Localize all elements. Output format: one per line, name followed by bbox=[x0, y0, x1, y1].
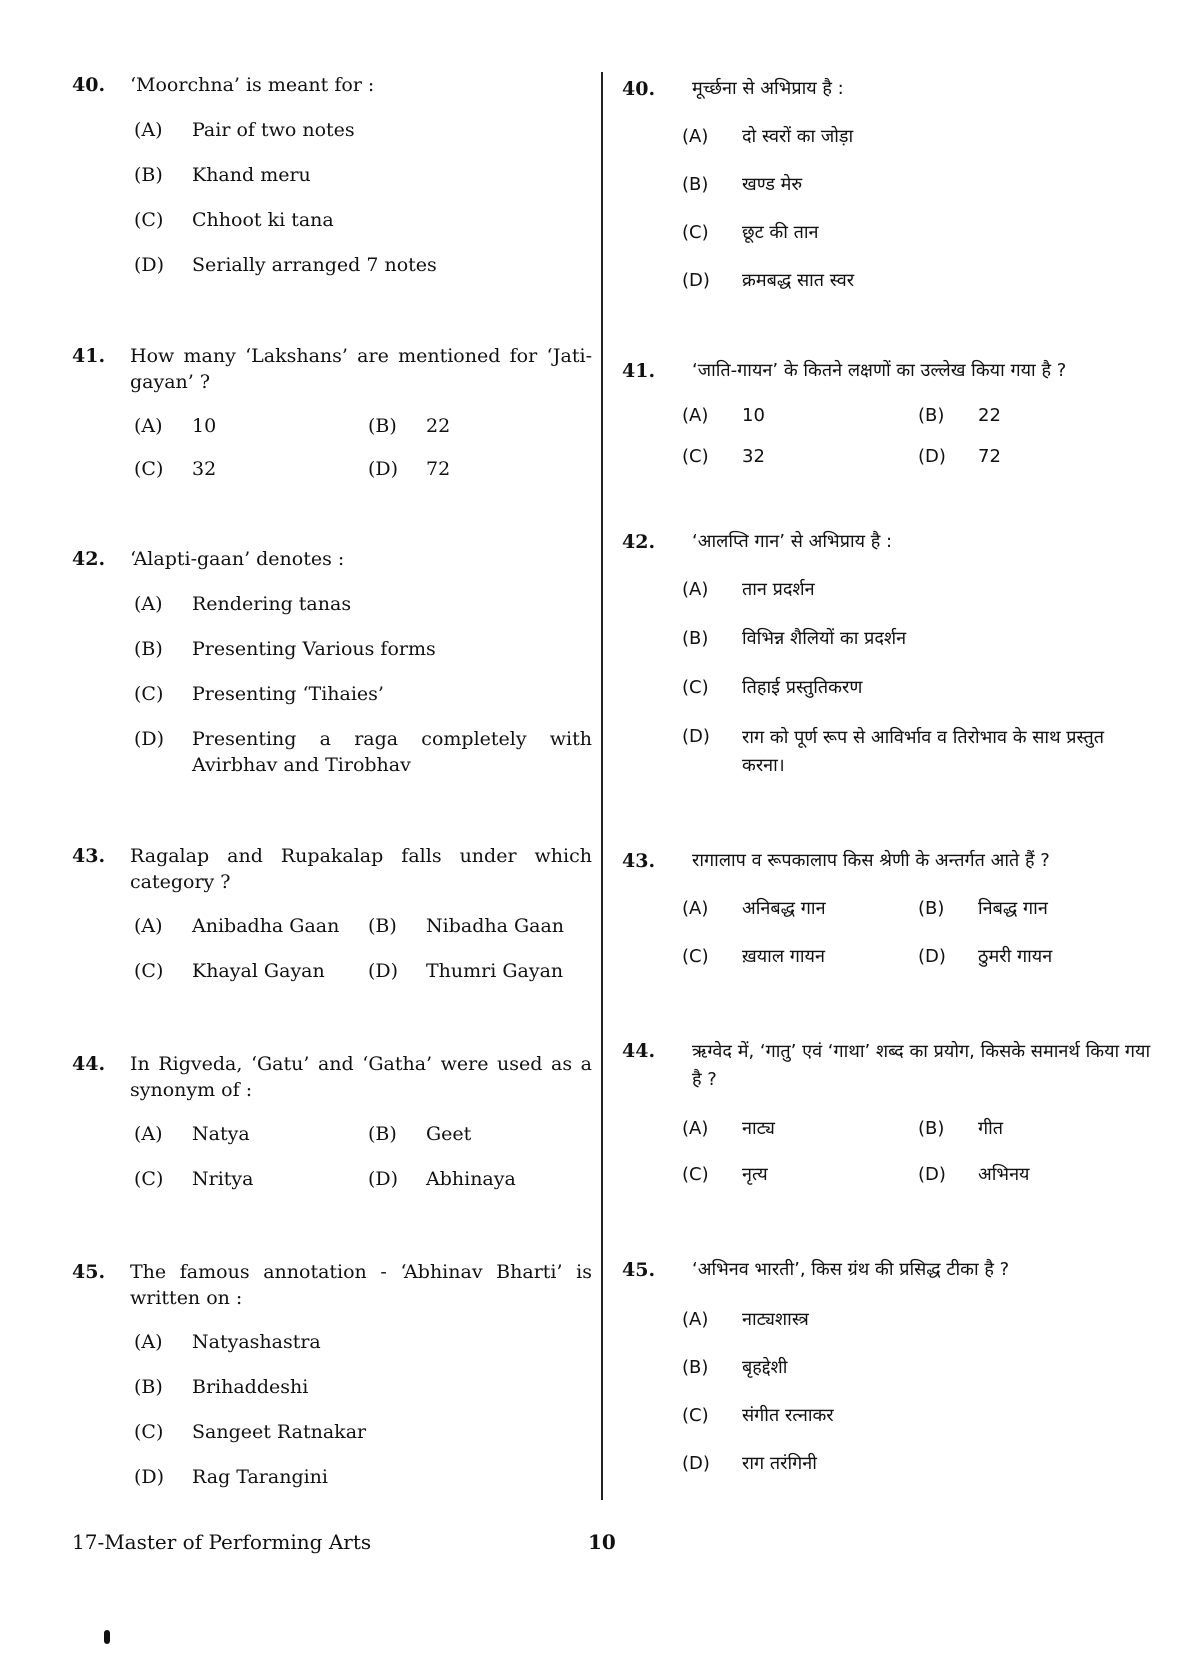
question-number: 42. bbox=[72, 548, 106, 570]
question-stem: Ragalap and Rupakalap falls under which category ? bbox=[130, 845, 592, 893]
question-stem: ‘Moorchna’ is meant for : bbox=[130, 74, 375, 96]
option-label: (A) bbox=[682, 405, 709, 426]
option-label: (C) bbox=[134, 683, 164, 705]
question-number: 41. bbox=[622, 360, 656, 382]
option-label: (C) bbox=[134, 960, 164, 982]
option-text: 72 bbox=[978, 446, 1001, 467]
option-text: राग तरंगिनी bbox=[742, 1453, 817, 1474]
option-label: (A) bbox=[682, 1118, 709, 1139]
option-text: निबद्ध गान bbox=[978, 898, 1048, 919]
option-label: (A) bbox=[134, 1331, 163, 1353]
option-text: Presenting a raga completely with Avirbhav and Tirobhav bbox=[192, 728, 592, 776]
question-number: 44. bbox=[72, 1053, 106, 1075]
option-text: Khayal Gayan bbox=[192, 960, 325, 982]
question-hi-44 bbox=[622, 1038, 1167, 1188]
column-divider bbox=[601, 72, 603, 1500]
question-hi-42 bbox=[622, 529, 1167, 789]
question-en-44 bbox=[72, 1051, 592, 1191]
question-stem: रागालाप व रूपकालाप किस श्रेणी के अन्तर्गत आते हैं ? bbox=[692, 850, 1050, 871]
option-label: (C) bbox=[682, 1164, 709, 1185]
option-label: (D) bbox=[918, 446, 946, 467]
option-label: (C) bbox=[134, 209, 164, 231]
option-label: (C) bbox=[134, 1168, 164, 1190]
option-label: (B) bbox=[368, 915, 397, 937]
question-number: 43. bbox=[622, 850, 656, 872]
option-label: (D) bbox=[682, 726, 710, 747]
option-text: नृत्य bbox=[742, 1164, 768, 1185]
option-label: (A) bbox=[134, 119, 163, 141]
option-label: (A) bbox=[682, 898, 709, 919]
option-text: 22 bbox=[978, 405, 1001, 426]
option-label: (D) bbox=[368, 458, 399, 480]
question-hi-45 bbox=[622, 1257, 1167, 1477]
question-stem: ‘Alapti-gaan’ denotes : bbox=[130, 548, 345, 570]
option-text: तिहाई प्रस्तुतिकरण bbox=[742, 677, 863, 698]
option-label: (B) bbox=[682, 1357, 709, 1378]
option-label: (B) bbox=[682, 174, 709, 195]
question-stem: ‘अभिनव भारती’, किस ग्रंथ की प्रसिद्ध टीका है ? bbox=[692, 1259, 1010, 1280]
option-text: Anibadha Gaan bbox=[192, 915, 340, 937]
option-text: Brihaddeshi bbox=[192, 1376, 309, 1398]
option-label: (C) bbox=[682, 446, 709, 467]
option-label: (D) bbox=[134, 1466, 165, 1488]
option-text: Natyashastra bbox=[192, 1331, 321, 1353]
option-label: (C) bbox=[682, 677, 709, 698]
option-label: (D) bbox=[918, 1164, 946, 1185]
option-text: तान प्रदर्शन bbox=[742, 579, 815, 600]
option-label: (D) bbox=[368, 960, 399, 982]
option-text: Nibadha Gaan bbox=[426, 915, 565, 937]
option-label: (B) bbox=[368, 1123, 397, 1145]
option-text: ठुमरी गायन bbox=[978, 946, 1053, 967]
option-text: गीत bbox=[978, 1118, 1004, 1139]
option-text: Serially arranged 7 notes bbox=[192, 254, 437, 276]
option-label: (A) bbox=[134, 915, 163, 937]
option-label: (D) bbox=[682, 270, 710, 291]
option-text: Presenting ‘Tihaies’ bbox=[192, 683, 384, 705]
option-text: Natya bbox=[192, 1123, 250, 1145]
option-text: क्रमबद्ध सात स्वर bbox=[742, 270, 855, 291]
option-text: राग को पूर्ण रूप से आविर्भाव व तिरोभाव के साथ प्रस्तुत करना। bbox=[742, 727, 1105, 776]
option-label: (C) bbox=[134, 458, 164, 480]
option-text: अभिनय bbox=[978, 1164, 1030, 1185]
option-text: अनिबद्ध गान bbox=[742, 898, 826, 919]
option-text: Khand meru bbox=[192, 164, 311, 186]
option-text: 10 bbox=[192, 415, 217, 437]
option-text: ख़याल गायन bbox=[742, 946, 825, 967]
question-number: 40. bbox=[622, 78, 656, 100]
option-text: नाट्य bbox=[742, 1118, 775, 1139]
option-label: (A) bbox=[134, 1123, 163, 1145]
ink-mark bbox=[104, 1630, 110, 1644]
question-hi-41 bbox=[622, 358, 1167, 468]
option-text: विभिन्न शैलियों का प्रदर्शन bbox=[742, 628, 907, 649]
option-label: (C) bbox=[682, 222, 709, 243]
question-stem: मूर्च्छना से अभिप्राय है : bbox=[692, 78, 844, 99]
question-en-40 bbox=[72, 72, 592, 282]
question-stem: ‘आलप्ति गान’ से अभिप्राय है : bbox=[692, 531, 893, 552]
option-text: 32 bbox=[742, 446, 765, 467]
option-text: Thumri Gayan bbox=[426, 960, 564, 982]
option-label: (B) bbox=[918, 1118, 945, 1139]
question-stem: ऋग्वेद में, ‘गातु’ एवं ‘गाथा’ शब्द का प्रयोग, किसके समानर्थ किया गया है ? bbox=[692, 1041, 1151, 1090]
option-label: (B) bbox=[134, 638, 163, 660]
question-number: 42. bbox=[622, 531, 656, 553]
option-text: 32 bbox=[192, 458, 217, 480]
question-en-45 bbox=[72, 1259, 592, 1489]
option-label: (D) bbox=[134, 728, 165, 750]
question-hi-43 bbox=[622, 848, 1167, 968]
footer-title: 17-Master of Performing Arts bbox=[72, 1530, 372, 1554]
question-number: 45. bbox=[622, 1259, 656, 1281]
option-label: (B) bbox=[134, 164, 163, 186]
question-en-41 bbox=[72, 343, 592, 483]
option-text: Geet bbox=[426, 1123, 472, 1145]
option-label: (C) bbox=[682, 946, 709, 967]
option-label: (B) bbox=[368, 415, 397, 437]
option-label: (A) bbox=[134, 593, 163, 615]
option-label: (D) bbox=[682, 1453, 710, 1474]
question-stem: The famous annotation - ‘Abhinav Bharti’ is written on : bbox=[130, 1261, 592, 1309]
option-label: (C) bbox=[682, 1405, 709, 1426]
question-en-43 bbox=[72, 843, 592, 983]
option-text: नाट्यशास्त्र bbox=[742, 1309, 809, 1330]
question-stem: In Rigveda, ‘Gatu’ and ‘Gatha’ were used as a synonym of : bbox=[130, 1053, 592, 1101]
option-label: (A) bbox=[682, 126, 709, 147]
question-en-42 bbox=[72, 546, 592, 776]
option-text: खण्ड मेरु bbox=[742, 174, 803, 195]
option-text: Rag Tarangini bbox=[192, 1466, 328, 1488]
option-label: (B) bbox=[682, 628, 709, 649]
option-text: 10 bbox=[742, 405, 765, 426]
option-label: (B) bbox=[918, 898, 945, 919]
option-label: (D) bbox=[134, 254, 165, 276]
option-label: (B) bbox=[918, 405, 945, 426]
option-text: Sangeet Ratnakar bbox=[192, 1421, 367, 1443]
question-number: 40. bbox=[72, 74, 106, 96]
option-label: (A) bbox=[682, 579, 709, 600]
question-number: 43. bbox=[72, 845, 106, 867]
option-text: Chhoot ki tana bbox=[192, 209, 334, 231]
option-label: (A) bbox=[682, 1309, 709, 1330]
option-text: संगीत रत्नाकर bbox=[742, 1405, 834, 1426]
option-text: छूट की तान bbox=[742, 222, 819, 243]
option-text: Nritya bbox=[192, 1168, 254, 1190]
question-number: 41. bbox=[72, 345, 106, 367]
question-number: 45. bbox=[72, 1261, 106, 1283]
option-text: दो स्वरों का जोड़ा bbox=[742, 126, 854, 147]
option-text: 22 bbox=[426, 415, 451, 437]
option-text: Rendering tanas bbox=[192, 593, 352, 615]
option-text: Pair of two notes bbox=[192, 119, 355, 141]
question-stem: ‘जाति-गायन’ के कितने लक्षणों का उल्लेख किया गया है ? bbox=[692, 360, 1067, 381]
page-number: 10 bbox=[588, 1530, 616, 1554]
option-label: (B) bbox=[134, 1376, 163, 1398]
option-label: (D) bbox=[918, 946, 946, 967]
option-label: (D) bbox=[368, 1168, 399, 1190]
option-text: 72 bbox=[426, 458, 451, 480]
option-text: Presenting Various forms bbox=[192, 638, 436, 660]
option-label: (C) bbox=[134, 1421, 164, 1443]
question-hi-40 bbox=[622, 76, 1167, 296]
question-stem: How many ‘Lakshans’ are mentioned for ‘Jati-gayan’ ? bbox=[130, 345, 592, 393]
question-number: 44. bbox=[622, 1040, 656, 1062]
option-text: Abhinaya bbox=[426, 1168, 516, 1190]
option-label: (A) bbox=[134, 415, 163, 437]
option-text: बृहद्देशी bbox=[742, 1357, 788, 1378]
